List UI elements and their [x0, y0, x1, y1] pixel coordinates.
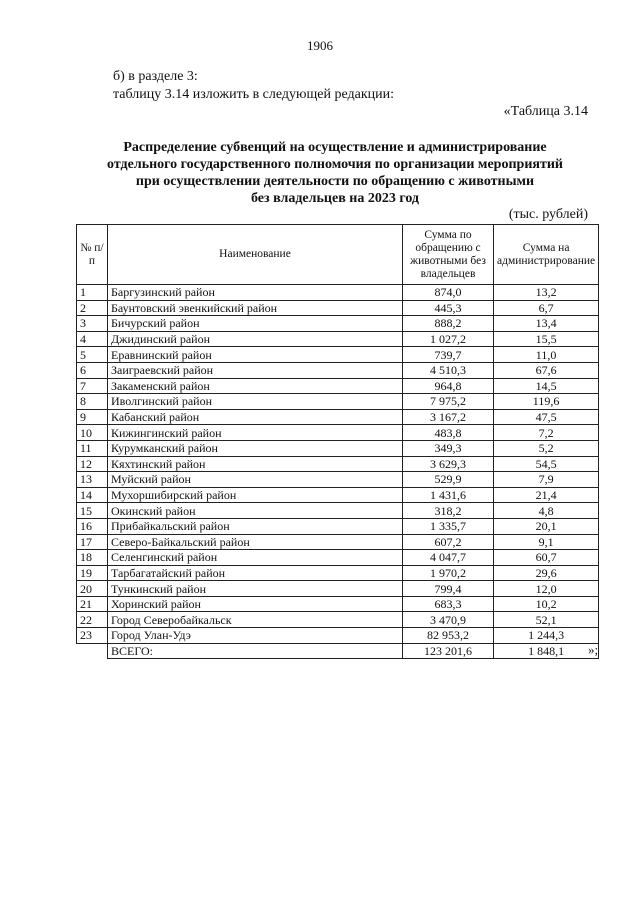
cell-adm: 7,9 [494, 472, 599, 488]
heading-line: без владельцев на 2023 год [250, 191, 420, 206]
cell-sum: 7 975,2 [403, 394, 494, 410]
cell-adm: 21,4 [494, 487, 599, 503]
cell-adm: 12,0 [494, 581, 599, 597]
cell-name: Город Улан-Удэ [108, 628, 403, 644]
cell-name: Баргузинский район [108, 285, 403, 301]
cell-adm: 13,4 [494, 316, 599, 332]
cell-num: 12 [77, 456, 108, 472]
cell-sum: 683,3 [403, 596, 494, 612]
cell-num: 5 [77, 347, 108, 363]
cell-adm: 67,6 [494, 362, 599, 378]
cell-sum: 4 047,7 [403, 550, 494, 566]
table-row [77, 518, 599, 534]
cell-name: ВСЕГО: [108, 643, 403, 659]
cell-sum: 888,2 [403, 316, 494, 332]
cell-num: 15 [77, 503, 108, 519]
cell-name: Хоринский район [108, 596, 403, 612]
cell-sum: 445,3 [403, 300, 494, 316]
cell-name: Тункинский район [108, 581, 403, 597]
column-header-sum: Сумма по обращению с животными без владельцев [403, 225, 494, 285]
heading-line: при осуществлении деятельности по обращению с животными [135, 174, 535, 189]
cell-num: 7 [77, 378, 108, 394]
cell-name: Окинский район [108, 503, 403, 519]
column-header-num: № п/п [77, 225, 108, 285]
cell-sum: 318,2 [403, 503, 494, 519]
cell-sum: 123 201,6 [403, 643, 494, 659]
cell-adm: 9,1 [494, 534, 599, 550]
cell-name: Кижингинский район [108, 425, 403, 441]
cell-name: Кяхтинский район [108, 456, 403, 472]
cell-adm: 7,2 [494, 425, 599, 441]
cell-num: 13 [77, 472, 108, 488]
cell-num [77, 643, 108, 659]
cell-num: 23 [77, 628, 108, 644]
table-row [77, 487, 599, 503]
cell-sum: 3 167,2 [403, 409, 494, 425]
cell-name: Город Северобайкальск [108, 612, 403, 628]
cell-name: Закаменский район [108, 378, 403, 394]
cell-sum: 1 335,7 [403, 518, 494, 534]
cell-sum: 1 970,2 [403, 565, 494, 581]
cell-name: Иволгинский район [108, 394, 403, 410]
cell-adm: 4,8 [494, 503, 599, 519]
cell-sum: 4 510,3 [403, 362, 494, 378]
table-row [77, 347, 599, 363]
cell-sum: 529,9 [403, 472, 494, 488]
cell-sum: 3 629,3 [403, 456, 494, 472]
cell-adm: 29,6 [494, 565, 599, 581]
cell-name: Тарбагатайский район [108, 565, 403, 581]
cell-name: Заиграевский район [108, 362, 403, 378]
table-row [77, 596, 599, 612]
table-row [77, 331, 599, 347]
table-row [77, 394, 599, 410]
cell-sum: 964,8 [403, 378, 494, 394]
cell-adm: 11,0 [494, 347, 599, 363]
cell-name: Прибайкальский район [108, 518, 403, 534]
table-heading [80, 139, 590, 207]
cell-adm: 52,1 [494, 612, 599, 628]
cell-sum: 607,2 [403, 534, 494, 550]
table-row [77, 362, 599, 378]
cell-name: Джидинский район [108, 331, 403, 347]
table-row [77, 316, 599, 332]
cell-name: Баунтовский эвенкийский район [108, 300, 403, 316]
column-header-adm: Сумма на администрирование [494, 225, 599, 285]
cell-name: Муйский район [108, 472, 403, 488]
heading-line: Распределение субвенций на осуществление и администрирование [123, 140, 547, 155]
table-label: «Таблица 3.14 [503, 104, 588, 119]
cell-name: Мухоршибирский район [108, 487, 403, 503]
heading-line: отдельного государственного полномочия по организации мероприятий [107, 157, 563, 172]
table-row [77, 534, 599, 550]
subsidy-table [76, 224, 599, 659]
table-row [77, 503, 599, 519]
cell-name: Северо-Байкальский район [108, 534, 403, 550]
cell-num: 14 [77, 487, 108, 503]
cell-sum: 1 027,2 [403, 331, 494, 347]
table-total-row [77, 643, 599, 659]
table-row [77, 378, 599, 394]
table-header-row [77, 225, 599, 285]
cell-adm: 10,2 [494, 596, 599, 612]
cell-adm: 1 244,3 [494, 628, 599, 644]
cell-adm: 60,7 [494, 550, 599, 566]
cell-num: 1 [77, 285, 108, 301]
table-row [77, 285, 599, 301]
table-row [77, 472, 599, 488]
table-row [77, 581, 599, 597]
cell-num: 4 [77, 331, 108, 347]
intro-line-section: б) в разделе 3: [113, 69, 198, 84]
cell-adm: 13,2 [494, 285, 599, 301]
table-row [77, 550, 599, 566]
table-row [77, 628, 599, 644]
cell-adm: 15,5 [494, 331, 599, 347]
cell-sum: 1 431,6 [403, 487, 494, 503]
cell-name: Курумканский район [108, 440, 403, 456]
cell-adm: 54,5 [494, 456, 599, 472]
cell-adm: 5,2 [494, 440, 599, 456]
cell-sum: 874,0 [403, 285, 494, 301]
table-row [77, 425, 599, 441]
cell-sum: 82 953,2 [403, 628, 494, 644]
units-label: (тыс. рублей) [508, 207, 588, 222]
table-row [77, 612, 599, 628]
cell-num: 17 [77, 534, 108, 550]
cell-sum: 349,3 [403, 440, 494, 456]
cell-name: Бичурский район [108, 316, 403, 332]
cell-name: Еравнинский район [108, 347, 403, 363]
table-body [77, 285, 599, 659]
cell-num: 3 [77, 316, 108, 332]
cell-num: 20 [77, 581, 108, 597]
column-header-name: Наименование [108, 225, 403, 285]
cell-sum: 3 470,9 [403, 612, 494, 628]
cell-sum: 799,4 [403, 581, 494, 597]
cell-num: 8 [77, 394, 108, 410]
cell-sum: 483,8 [403, 425, 494, 441]
cell-num: 2 [77, 300, 108, 316]
cell-name: Кабанский район [108, 409, 403, 425]
cell-name: Селенгинский район [108, 550, 403, 566]
page-number: 1906 [307, 38, 333, 53]
table-row [77, 456, 599, 472]
cell-adm: 6,7 [494, 300, 599, 316]
cell-adm: 20,1 [494, 518, 599, 534]
cell-sum: 739,7 [403, 347, 494, 363]
cell-num: 10 [77, 425, 108, 441]
cell-num: 9 [77, 409, 108, 425]
table-row [77, 409, 599, 425]
table-row [77, 440, 599, 456]
cell-num: 6 [77, 362, 108, 378]
cell-num: 21 [77, 596, 108, 612]
cell-adm: 1 848,1 [494, 643, 599, 659]
cell-adm: 119,6 [494, 394, 599, 410]
cell-num: 19 [77, 565, 108, 581]
closing-quote: »; [588, 642, 599, 657]
cell-num: 11 [77, 440, 108, 456]
cell-num: 16 [77, 518, 108, 534]
table-row [77, 300, 599, 316]
cell-num: 18 [77, 550, 108, 566]
cell-adm: 14,5 [494, 378, 599, 394]
cell-num: 22 [77, 612, 108, 628]
table-row [77, 565, 599, 581]
cell-adm: 47,5 [494, 409, 599, 425]
intro-line-instruction: таблицу 3.14 изложить в следующей редакции: [113, 87, 395, 102]
